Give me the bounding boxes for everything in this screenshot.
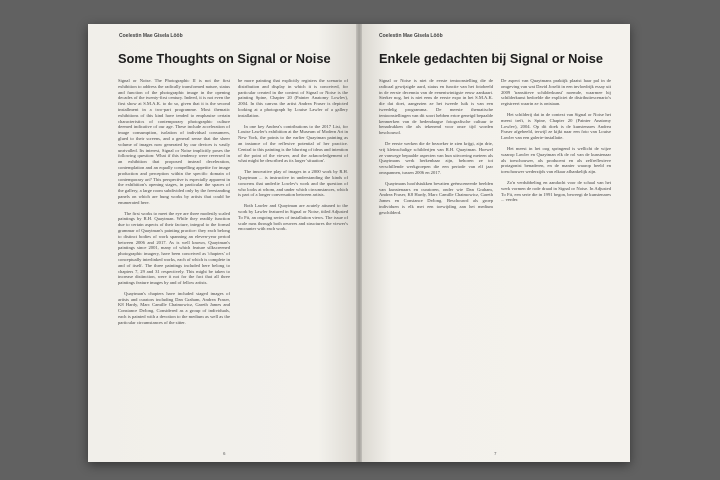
left-page xyxy=(88,24,359,462)
paragraph: Quaytman's chapters have included staged images of artists and curators including Dan Graham, Andrea Fraser, K8 Hardy, Marc Camille Chaimowicz, Gareth James and Constance DeJong. Considered as a group of individuals, each is painted with a devotion to the medium as well as the particular circumstances of the sitter. xyxy=(118,290,230,325)
text-column-2 xyxy=(238,78,348,450)
paragraph: The first works to meet the eye are three modestly scaled paintings by R.H. Quaytman. While they readily function due to certain aspects of their facture, integral to the formal grammar of Quaytman's painting practice: they each belong to distinct bodies of work spanning an eleven-year period between 2006 and 2017. As is well known, Quaytman's paintings since 2001, many of which feature silkscreened photographic imagery, have been conceived as 'chapters' of conceptually interlinked works, each of which is complete in and of itself. The three paintings included here belong to chapters 7, 29 and 31 respectively. This might be taken to increase distinction, were it not for the fact that all three paintings feature images by and of fellow artists. xyxy=(118,210,230,286)
paragraph: Zo'n verdubbeling en aandacht voor de schaal van het werk vormen de rode draad in Signal or Noise. In Adjusted To Fit, een serie die in 1991 begon, beweegt de kunstenares ... verder. xyxy=(501,179,611,203)
paragraph: De eerste werken die de bezoeker te zien krijgt, zijn drie, vrij kleinschalige schilderijen van R.H. Quaytman. Hoewel ze vanwege bepaalde aspecten van hun uitvoering meteen als Quaytmans werk herkenbaar zijn, behoren ze tot verschillende werkgroepen die een periode van elf jaar omspannen, tussen 2006 en 2017. xyxy=(379,140,493,175)
paragraph: Both Lawler and Quaytman are acutely attuned to the work by Lawler featured in Signal or Noise, titled Adjusted To Fit, an ongoing series of installation views. The issue of scale runs through both oeuvres and structures the viewer's encounter with each work. xyxy=(238,203,348,232)
paragraph: be more painting that explicitly registers the scenario of distribution and display in which it is conceived, for particular created in the context of Signal or Noise is the painting Spine, Chapter 20 (Painter Anatomy Lowlev), 2004. In this canvas the artist Andrea Fraser is depicted looking at a photograph by Louise Lawler of a gallery installation. xyxy=(238,78,348,118)
running-head: Coelestin Mae Gisela Lööb xyxy=(379,33,443,39)
running-head: Coelestin Mae Gisela Lööb xyxy=(119,33,183,39)
paragraph: Het meest in het oog springend is wellicht de wijze waarop Lawler en Quaytman elk de rol van de kunstenaar als toeschouwer, als producent en als zelfreflexieve protagonist benaderen, en de manier waarop beeld en toeschouwer wederzijds van elkaar afhankelijk zijn. xyxy=(501,145,611,175)
paragraph: Signal or Noise. The Photographic II is not the first exhibition to address the radically transformed nature, status and function of the photographic image in the opening decades of the twenty-first century. Indeed, it is not even the first show at S.M.A.K. to do so, given that it is the second installment in a two-part programme. Most thematic exhibitions of this kind have tended to emphasise certain characteristics of contemporary photographic culture deemed indicative of our age. These include acceleration of image consumption, isolation of individual consumers, glued to their screens, and a general sense that the sheer volume of images now generated by our devices is vastly unrivalled. Its interest, Signal or Noise implicitly poses the following question: What if this tendency were reversed in an exhibition that proposed instead deceleration, contemplation and an equally compelling appetite for image production and perception within the specific domain of contemporary art? This perspective is especially apparent in the exhibition's opening stages, in particular the spaces of the gallery, a large room subdivided only by the freestanding panels on which are hung works by artists that could be enumerated here. xyxy=(118,78,230,205)
right-page xyxy=(359,24,630,462)
page-number: 6 xyxy=(223,451,226,456)
book-gutter xyxy=(356,24,362,462)
text-column-1 xyxy=(118,78,230,450)
page-title: Some Thoughts on Signal or Noise xyxy=(118,51,331,66)
paragraph: In one key Andrea's contributions to the 2017 List, for Louise Lawler's exhibition at the Museum of Modern Art in New York, the points to the earlier Quaytman painting as an instance of the reflexive potential of her practice. Central to this painting is the blurring of ideas and intention of the point of the viewer, and the acknowledgement of what might be described as its larger 'situation'. xyxy=(238,123,348,164)
text-column-2 xyxy=(501,78,611,450)
paragraph: De aspect van Quaytmans praktijk plaatst haar pal in de omgeving van wat David Joselit in een invloedrijk essay uit 2009 'transitieve schilderkunst' noemde, waarmee hij schilderkunst bedoelde die expliciet de distributiescenario's registreert waarin ze is ontstaan. xyxy=(501,78,611,107)
paragraph: Het schilderij dat in de context van Signal or Noise het meest treft, is Spine, Chapter 20 (Painter Anatomy Lowlev), 2004. Op dit doek is de kunstenares Andrea Fraser afgebeeld, terwijl ze kijkt naar een foto van Louise Lawler van een galerie-installatie. xyxy=(501,111,611,141)
text-column-1 xyxy=(379,78,493,450)
paragraph: The innovative play of images in a 2000 work by R.H. Quaytman ... is instructive in understanding the kinds of concerns that underlie Lowlev's work and the question of who looks at whom, and under which circumstances, which is part of a longer conversation between artists. xyxy=(238,169,348,198)
page-number: 7 xyxy=(494,451,497,456)
paragraph: Quaytmans hoofdstukken bevatten geënsceneerde beelden van kunstenaars en curatoren, onder wie Dan Graham, Andrea Fraser, K8 Hardy, Marc Camille Chaimowicz, Gareth James en Constance DeJong. Beschouwd als groep individuen is elk met een toewijding aan het medium geschilderd. xyxy=(379,180,493,215)
page-title: Enkele gedachten bij Signal or Noise xyxy=(379,51,604,66)
paragraph: Signal or Noise is niet de eerste tentoonstelling die de radicaal gewijzigde aard, status en functie van het fotobeeld in de eerste decennia van de eenentwintigste eeuw aankaart. Sterker nog, het is niet eens de eerste expo in het S.M.A.K. die dat doet, aangezien ze het tweede luik is van een tweedelig programma. De meeste thematische tentoonstellingen van dit soort hebben ertoe geneigd bepaalde kenmerken van de hedendaagse fotografische cultuur te benadrukken die als tekenend voor onze tijd worden beschouwd. xyxy=(379,78,493,136)
book-spread xyxy=(88,24,630,462)
